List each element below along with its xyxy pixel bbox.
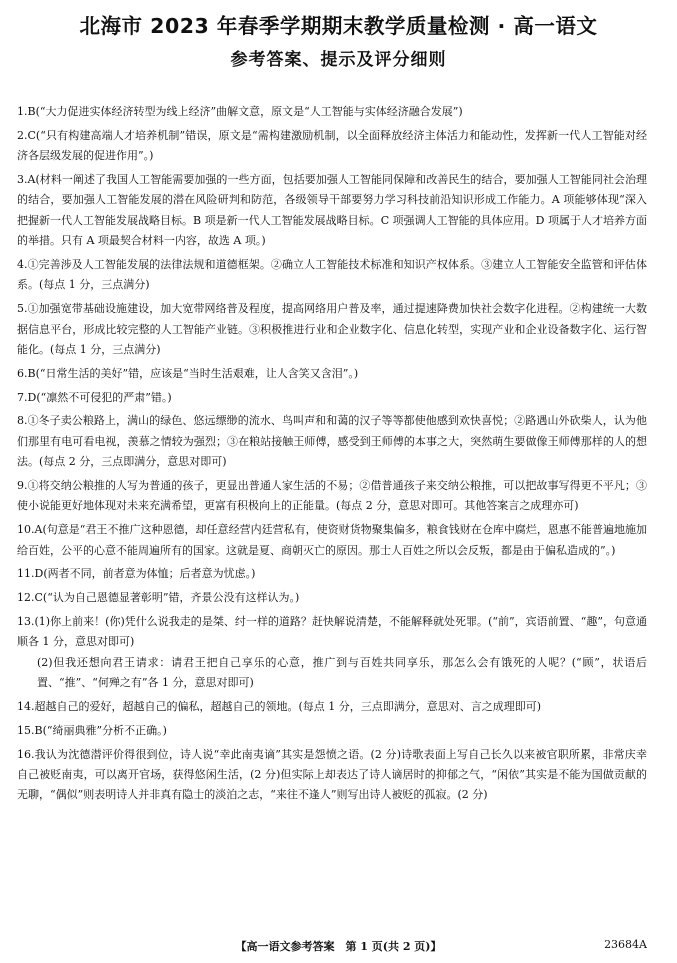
- answer-item: [17, 588, 647, 608]
- answer-text: ①冬子卖公粮路上，满山的绿色、悠远缥缈的流水、鸟叫声和和蔼的汉子等等都使他感到欢快喜悦；②路遇山外砍柴人，认为他们那里有电可看电视，羡慕之情较为强烈；③在粮站接触王师傅，感受到王师傅的本事之大，突然萌生要做像王师傅那样的人的想法。(每点 2 分，三点即满分，意思对即可): [17, 414, 647, 469]
- answer-number: 6.: [17, 366, 28, 380]
- answer-text: (1)你上前来！(你)凭什么说我走的是桀、纣一样的道路？赶快解说清楚，不能解释就处死罪。(“前”，宾语前置、“趣”，句意通顺各 1 分，意思对即可): [17, 615, 647, 649]
- answer-number: 16.: [17, 747, 35, 761]
- answer-text: ①将交纳公粮推的人写为普通的孩子，更显出普通人家生活的不易；②借普通孩子来交纳公粮推，可以把故事写得更不平凡；③使小说能更好地体现对未来充满希望，更富有积极向上的正能量。(每点 2 分，意思对即可。其他答案言之成理亦可): [17, 479, 647, 513]
- answer-item: [17, 102, 647, 122]
- answer-text: A(句意是“君王不推广这种恩德，却任意经营内廷营私有，使资财货物聚集偏多，粮食钱财在仓库中腐烂，恩惠不能普遍地施加给百姓，公平的心意不能周遍所有的国家。这就是夏、商朝灭亡的原因。那士人百姓之所以会反叛，都是由于偏私造成的”。): [17, 523, 647, 557]
- answer-text: C(“只有构建高端人才培养机制”错误，原文是“需构建激励机制，以全面释放经济主体活力和能动性，发挥新一代人工智能对经济各层级发展的促进作用”。): [17, 128, 647, 163]
- answer-text: A(材料一阐述了我国人工智能需要加强的一些方面，包括要加强人工智能同保障和改善民生的结合，要加强人工智能同社会治理的结合，要加强人工智能发展的潜在风险研判和防范，各级领导干部要努力学习科技前沿知识形成工作能力。A 项能够体现“深入把握新一代人工智能发展战略目标。B 项是新一代人工智能发展战略目标。C 项强调人工智能的具体应用。D 项属于人才培养方面的举措。只有 A 项最契合材料一内容，故选 A 项。): [17, 173, 647, 248]
- page-subtitle: 参考答案、提示及评分细则: [230, 50, 447, 70]
- answer-item: [17, 126, 647, 167]
- answer-item: [17, 388, 647, 408]
- answer-text: ①加强宽带基础设施建设，加大宽带网络普及程度，提高网络用户普及率，通过提速降费加快社会数字化进程。②构建统一大数据信息平台，形成比较完整的人工智能产业链。③积极推进行业和企业数字化、信息化转型，实现产业和企业设备数字化、运行智能化。(每点 1 分，三点满分): [17, 302, 647, 357]
- answer-text: C(“认为自己恩德显著彰明”错，齐景公没有这样认为。): [34, 591, 300, 605]
- answer-subpart: (2)但我还想向君王请求：请君王把自己享乐的心意，推广到与百姓共同享乐，那怎么会有饿死的人呢？(“顾”，状语后置、“推”、“何殚之有”各 1 分，意思对即可): [37, 655, 647, 690]
- answer-item: [17, 612, 647, 694]
- answer-number: 1.: [17, 105, 28, 118]
- page-footer: 【高一语文参考答案 第 1 页(共 2 页)】: [235, 940, 442, 953]
- answer-item: [17, 697, 647, 717]
- answer-number: 10.: [17, 523, 35, 537]
- answer-list: [17, 102, 647, 809]
- answer-number: 11.: [17, 567, 35, 581]
- answer-text: D(两者不同，前者意为体恤；后者意为忧虑。): [34, 567, 256, 581]
- answer-item: [17, 255, 647, 296]
- answer-number: 15.: [17, 723, 35, 737]
- answer-number: 14.: [17, 700, 35, 714]
- answer-text: D(“凛然不可侵犯的严肃”错。): [27, 390, 172, 404]
- answer-number: 7.: [17, 390, 28, 404]
- answer-text: B(“大力促进实体经济转型为线上经济”曲解文意，原文是“人工智能与实体经济融合发展”): [27, 105, 463, 118]
- answer-item: [17, 476, 647, 517]
- answer-item: [17, 745, 647, 806]
- answer-item: [17, 299, 647, 360]
- document-code: 23684A: [604, 938, 647, 951]
- answer-number: 2.: [17, 128, 28, 142]
- answer-text: 超越自己的爱好，超越自己的偏私，超越自己的领地。(每点 1 分，三点即满分，意思对、言之成理即可): [34, 700, 542, 714]
- answer-item: [17, 364, 647, 384]
- answer-text: 我认为沈德潜评价得很到位，诗人说“幸此南夷谪”其实是怨愤之语。(2 分)诗歌表面上写自己长久以来被官职所累，非常庆幸自己被贬南夷，可以离开官场，获得悠闲生活，(2 分)但实际上却表达了诗人谪居时的抑郁之气，“闲依”其实是不能为国做贡献的无聊，“偶似”则表明诗人并非真有隐士的淡泊之志，“来往不逢人”则写出诗人被贬的孤寂。(2 分): [17, 747, 647, 802]
- answer-item: [17, 411, 647, 472]
- answer-text: B(“绮丽典雅”分析不正确。): [34, 723, 167, 737]
- answer-text: B(“日常生活的美好”错，应该是“当时生活艰难，让人含笑又含泪”。): [27, 366, 359, 380]
- answer-number: 9.: [17, 479, 28, 493]
- answer-item: [17, 721, 647, 741]
- answer-number: 3.: [17, 173, 28, 186]
- answer-text: ①完善涉及人工智能发展的法律法规和道德框架。②确立人工智能技术标准和知识产权体系。③建立人工智能安全监管和评估体系。(每点 1 分，三点满分): [17, 258, 647, 292]
- answer-number: 8.: [17, 414, 28, 428]
- answer-item: [17, 170, 647, 252]
- answer-item: [17, 520, 647, 561]
- page-title: 北海市 2023 年春季学期期末教学质量检测 · 高一语文: [79, 14, 598, 38]
- answer-number: 4.: [17, 258, 28, 272]
- answer-number: 5.: [17, 302, 28, 316]
- answer-number: 13.: [17, 615, 35, 629]
- answer-item: [17, 564, 647, 584]
- answer-number: 12.: [17, 591, 35, 605]
